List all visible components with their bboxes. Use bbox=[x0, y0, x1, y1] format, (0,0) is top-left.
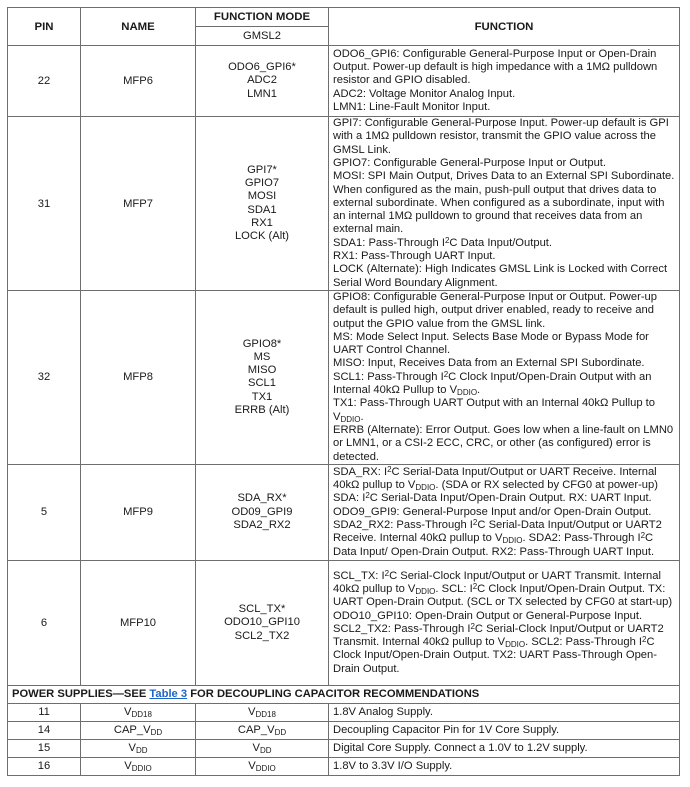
function-modes bbox=[196, 46, 329, 117]
pin-rows bbox=[8, 46, 680, 686]
function-line: LOCK (Alternate): High Indicates GMSL Link is Locked with Correct Serial Word Boundary Alignment. bbox=[333, 263, 668, 289]
function-mode-item: MOSI bbox=[247, 190, 277, 203]
function-mode-item: TX1 bbox=[251, 390, 273, 403]
function-modes bbox=[196, 464, 329, 560]
power-pin-name: $CAP\_V_{DD}$ bbox=[81, 721, 196, 739]
pin-number: 22 bbox=[8, 46, 81, 117]
pin-name: MFP6 bbox=[81, 46, 196, 117]
header-name: NAME bbox=[81, 8, 196, 46]
power-pin-name: $V_{DD18}$ bbox=[81, 703, 196, 721]
power-pin-mode: $V_{DD18}$ bbox=[196, 703, 329, 721]
power-pin-name: $V_{DDIO}$ bbox=[81, 757, 196, 775]
pin-name: MFP10 bbox=[81, 560, 196, 685]
function-line: ODO6_GPI6: Configurable General-Purpose Input or Open-Drain Output. Power-up default is high impedance with a 1MΩ pulldown resistor and GPIO disabled. bbox=[333, 47, 658, 87]
power-pin-name: $V_{DD}$ bbox=[81, 739, 196, 757]
power-row bbox=[8, 757, 680, 775]
function-line: RX1: Pass-Through UART Input. bbox=[333, 250, 496, 263]
pin-row bbox=[8, 560, 680, 685]
function-mode-item: ODO6_GPI6* bbox=[228, 61, 296, 74]
header-pin: PIN bbox=[8, 8, 81, 46]
pin-number: 32 bbox=[8, 291, 81, 465]
power-pin-function: Decoupling Capacitor Pin for 1V Core Supply. bbox=[329, 721, 680, 739]
power-pin-mode: $CAP\_V_{DD}$ bbox=[196, 721, 329, 739]
header-mode-gmsl2: GMSL2 bbox=[196, 27, 329, 46]
function-mode-item: LOCK (Alt) bbox=[234, 230, 290, 243]
header-function: FUNCTION bbox=[329, 8, 680, 46]
function-modes bbox=[196, 117, 329, 291]
pin-number: 31 bbox=[8, 117, 81, 291]
header-function-mode: FUNCTION MODE bbox=[196, 8, 329, 27]
function-mode-item: MS bbox=[253, 350, 271, 363]
pin-number: 6 bbox=[8, 560, 81, 685]
function-mode-item: ODO10_GPI10 bbox=[224, 616, 300, 629]
pin-row bbox=[8, 291, 680, 465]
power-pin-function: 1.8V to 3.3V I/O Supply. bbox=[329, 757, 680, 775]
function-line: MOSI: SPI Main Output, Drives Data to an External SPI Subordinate. When configured as the main, push-pull output that drives data to external subordinate. When configured as a subordinate, input with an internal 1MΩ pulldown to ground that receives data from an external main. bbox=[333, 170, 675, 236]
pin-description-table bbox=[7, 7, 680, 776]
function-line: SDA2_RX2: Pass-Through $I^2C$ Serial-Data Input/Output or UART2 Receive. Internal 40kΩ pullup to $V_{DDIO}$. SDA2: Pass-Through $I^2C$ Data Input/ Open-Drain Output. RX2: Pass-Through UART Input. bbox=[333, 518, 662, 558]
function-line: GPIO7: Configurable General-Purpose Input or Output. bbox=[333, 156, 607, 169]
function-mode-item: SCL1 bbox=[248, 377, 276, 390]
power-pin-function: Digital Core Supply. Connect a 1.0V to 1.2V supply. bbox=[329, 739, 680, 757]
pin-name: MFP8 bbox=[81, 291, 196, 465]
function-mode-item: ERRB (Alt) bbox=[234, 404, 290, 417]
function-description bbox=[329, 464, 680, 560]
function-line: MISO: Input, Receives Data from an External SPI Subordinate. bbox=[333, 357, 645, 370]
power-row bbox=[8, 703, 680, 721]
function-mode-item: SDA1 bbox=[247, 203, 277, 216]
function-mode-item: SDA2_RX2 bbox=[233, 519, 291, 531]
pin-row bbox=[8, 117, 680, 291]
section-heading bbox=[8, 685, 680, 703]
function-line: MS: Mode Select Input. Selects Base Mode or Bypass Mode for UART Control Channel. bbox=[333, 330, 649, 357]
function-line: GPI7: Configurable General-Purpose Input. Power-up default is GPI with a 1MΩ pulldown resistor, transmit the GPIO value across the GMSL Link. bbox=[333, 117, 669, 156]
function-line: ODO9_GPI9: General-Purpose Input and/or Open-Drain Output. bbox=[333, 505, 652, 518]
function-line: TX1: Pass-Through UART Output with an Internal 40kΩ Pullup to $V_{DDIO}$. bbox=[333, 397, 655, 424]
power-row bbox=[8, 739, 680, 757]
function-line: SDA1: Pass-Through $I^2C$ Data Input/Output. bbox=[333, 235, 553, 249]
function-mode-item: ADC2 bbox=[247, 74, 277, 87]
power-pin-mode: $V_{DD}$ bbox=[196, 739, 329, 757]
pin-row bbox=[8, 46, 680, 117]
pin-number: 5 bbox=[8, 464, 81, 560]
section-prefix: POWER SUPPLIES—SEE bbox=[12, 688, 147, 701]
function-mode-item: SCL_TX* bbox=[238, 602, 286, 615]
function-line: SCL_TX: $I^2C$ Serial-Clock Input/Output or UART Transmit. Internal 40kΩ pullup to $V_{DDIO}$. SCL: $I^2C$ Clock Input/Open-Drain Output. TX: UART Open-Drain Output. (SCL or TX selected by CFG0 at start-up) bbox=[333, 568, 673, 609]
power-pin-number: 16 bbox=[8, 757, 81, 775]
function-line: SDA_RX: $I^2C$ Serial-Data Input/Output or UART Receive. Internal 40kΩ pullup to $V_{DDIO}$. (SDA or RX selected by CFG0 at power-up) bbox=[333, 464, 658, 493]
function-mode-item: GPIO7 bbox=[244, 176, 280, 189]
function-line: SCL1: Pass-Through $I^2C$ Clock Input/Open-Drain Output with an Internal 40kΩ Pullup to $V_{DDIO}$. bbox=[333, 369, 652, 398]
function-mode-item: SDA_RX* bbox=[237, 492, 287, 505]
function-description bbox=[329, 560, 680, 685]
function-mode-item: GPI7* bbox=[247, 163, 277, 176]
function-mode-item: MISO bbox=[247, 364, 277, 377]
table-3-link[interactable]: Table 3 bbox=[149, 688, 188, 701]
power-pin-function: 1.8V Analog Supply. bbox=[329, 703, 680, 721]
function-modes bbox=[196, 560, 329, 685]
function-description bbox=[329, 46, 680, 117]
function-mode-item: SCL2_TX2 bbox=[234, 629, 290, 642]
power-rows bbox=[8, 703, 680, 775]
function-mode-item: LMN1 bbox=[247, 87, 277, 100]
pin-row bbox=[8, 464, 680, 560]
pin-name: MFP7 bbox=[81, 117, 196, 291]
power-pin-number: 15 bbox=[8, 739, 81, 757]
function-line: LMN1: Line-Fault Monitor Input. bbox=[333, 100, 491, 113]
section-suffix: FOR DECOUPLING CAPACITOR RECOMMENDATIONS bbox=[190, 688, 480, 701]
section-power-supplies bbox=[8, 685, 680, 703]
function-description bbox=[329, 291, 680, 465]
power-pin-number: 14 bbox=[8, 721, 81, 739]
power-row bbox=[8, 721, 680, 739]
function-line: ADC2: Voltage Monitor Analog Input. bbox=[333, 87, 516, 100]
function-line: SDA: $I^2C$ Serial-Data Input/Open-Drain Output. RX: UART Input. bbox=[333, 491, 652, 505]
function-mode-item: RX1 bbox=[251, 216, 273, 229]
function-line: ODO10_GPI10: Open-Drain Output or General-Purpose Input. bbox=[333, 609, 643, 622]
function-line: ERRB (Alternate): Error Output. Goes low when a line-fault on LMN0 or LMN1, or a CSI-2 ECC, CRC, or other (as configured) error is detected. bbox=[333, 423, 674, 463]
function-line: GPIO8: Configurable General-Purpose Input or Output. Power-up default is pulled high, output driver enabled, ready to receive and output the GPIO value from the GMSL link. bbox=[333, 291, 657, 330]
function-description bbox=[329, 117, 680, 291]
power-pin-number: 11 bbox=[8, 703, 81, 721]
function-line: SCL2_TX2: Pass-Through $I^2C$ Serial-Clock Input/Output or UART2 Transmit. Internal 40kΩ pullup to $V_{DDIO}$. SCL2: Pass-Through $I^2C$ Clock Input/Open-Drain Output. TX2: UART Pass-Through Open-Drain Output. bbox=[333, 621, 664, 675]
function-modes bbox=[196, 291, 329, 465]
power-pin-mode: $V_{DDIO}$ bbox=[196, 757, 329, 775]
function-mode-item: GPIO8* bbox=[242, 337, 282, 350]
pin-name: MFP9 bbox=[81, 464, 196, 560]
function-mode-item: OD09_GPI9 bbox=[231, 505, 293, 518]
